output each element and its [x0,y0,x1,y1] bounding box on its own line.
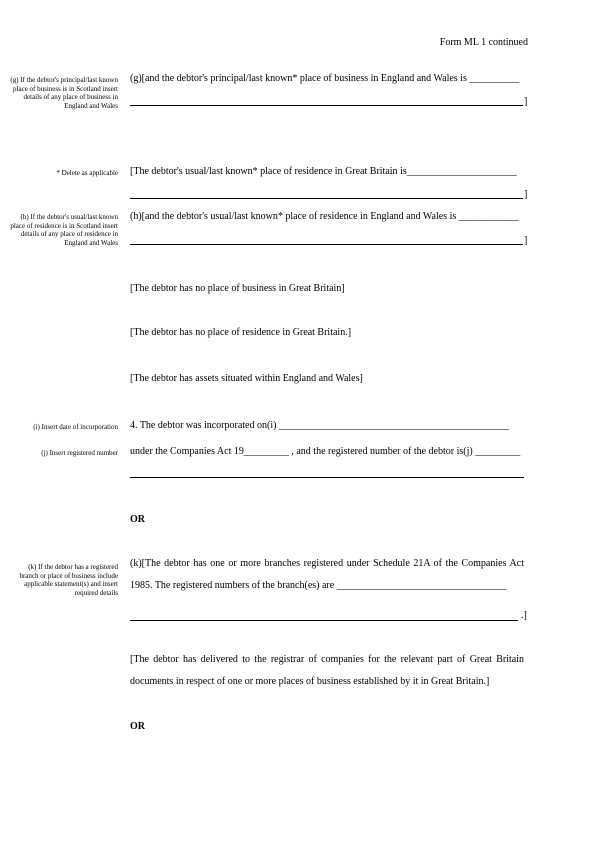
note-k: (k) If the debtor has a registered branch or place of business include applicable statement(s) and insert required details [19,563,118,597]
statement-no-residence: [The debtor has no place of residence in Great Britain.] [130,327,352,338]
blank-line-residence [130,198,523,199]
line-h-residence-england: (h)[and the debtor's usual/last known* place of residence in England and Wales is ____________ [130,211,519,222]
line-g-principal-business: (g)[and the debtor's principal/last known* place of business in England and Wales is __________ [130,73,520,84]
closing-bracket-residence: ] [524,189,528,200]
paragraph-k-branches: (k)[The debtor has one or more branches registered under Schedule 21A of the Companies Act 1985. The registered numbers of the branch(es) are __________________________________ [130,558,524,591]
blank-line-h [130,244,523,245]
note-h: (h) If the debtor's usual/last known place of residence is in Scotland insert details of any place of residence in England and Wales [10,213,118,247]
line-incorporated: 4. The debtor was incorporated on(i) ______________________________________________ [130,420,509,431]
note-delete-applicable: * Delete as applicable [56,169,118,177]
or-separator-1: OR [130,514,145,525]
note-j: (j) Insert registered number [41,449,118,457]
line-companies-act: under the Companies Act 19_________ , and the registered number of the debtor is(j) _________ [130,446,521,457]
note-i: (i) Insert date of incorporation [33,423,118,431]
blank-line-g [130,105,523,106]
or-separator-2: OR [130,721,145,732]
closing-dot-bracket-k: .] [521,610,527,621]
statement-no-business: [The debtor has no place of business in Great Britain] [130,283,345,294]
closing-bracket-g: ] [524,96,528,107]
closing-bracket-h: ] [524,235,528,246]
paragraph-registrar: [The debtor has delivered to the registrar of companies for the relevant part of Great Britain documents in respect of one or more places of business established by it in Great Britain.] [130,654,524,687]
form-header: Form ML 1 continued [439,37,528,48]
blank-line-k [130,620,518,621]
note-g: (g) If the debtor's principal/last known place of business is in Scotland insert details of any place of business in England and Wales [10,76,118,110]
blank-line-registered [130,477,524,478]
line-usual-residence: [The debtor's usual/last known* place of residence in Great Britain is______________________ [130,166,517,177]
statement-assets: [The debtor has assets situated within England and Wales] [130,373,363,384]
